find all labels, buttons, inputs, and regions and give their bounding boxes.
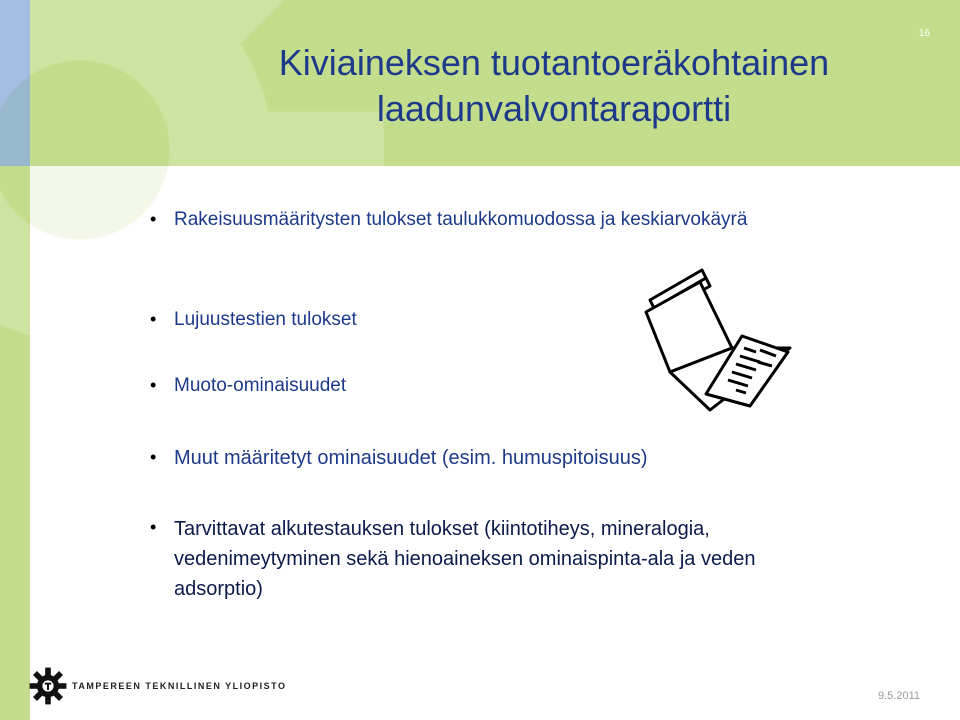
bullet-dot: • [150,517,157,537]
footer-date: 9.5.2011 [877,690,920,702]
bullet-text: Lujuustestien tulokset [174,309,357,330]
document-folder-icon [640,262,800,422]
bullet-item [150,514,830,604]
bullet-text: Rakeisuusmääritysten tulokset taulukkomuodossa ja keskiarvokäyrä [174,209,748,230]
slide-title: Kiviaineksen tuotantoeräkohtainen laadunvalvontaraportti [278,42,830,129]
bullet-dot: • [150,375,157,395]
bullet-text: Muut määritetyt ominaisuudet (esim. humuspitoisuus) [174,447,648,469]
bullet-text: Muoto-ominaisuudet [174,375,347,396]
bullet-text: Tarvittavat alkutestauksen tulokset (kiintotiheys, mineralogia, vedenimeytyminen sekä hienoaineksen ominaispinta-ala ja veden adsorptio) [174,518,756,600]
university-gear-logo-icon [28,666,68,706]
page-number: 16 [918,28,930,39]
bullet-item [150,206,830,234]
bullet-dot: • [150,209,157,229]
bullet-dot: • [150,309,157,329]
bullet-item [150,444,830,472]
bullet-dot: • [150,447,157,467]
footer-organization: TAMPEREEN TEKNILLINEN YLIOPISTO [72,681,287,691]
